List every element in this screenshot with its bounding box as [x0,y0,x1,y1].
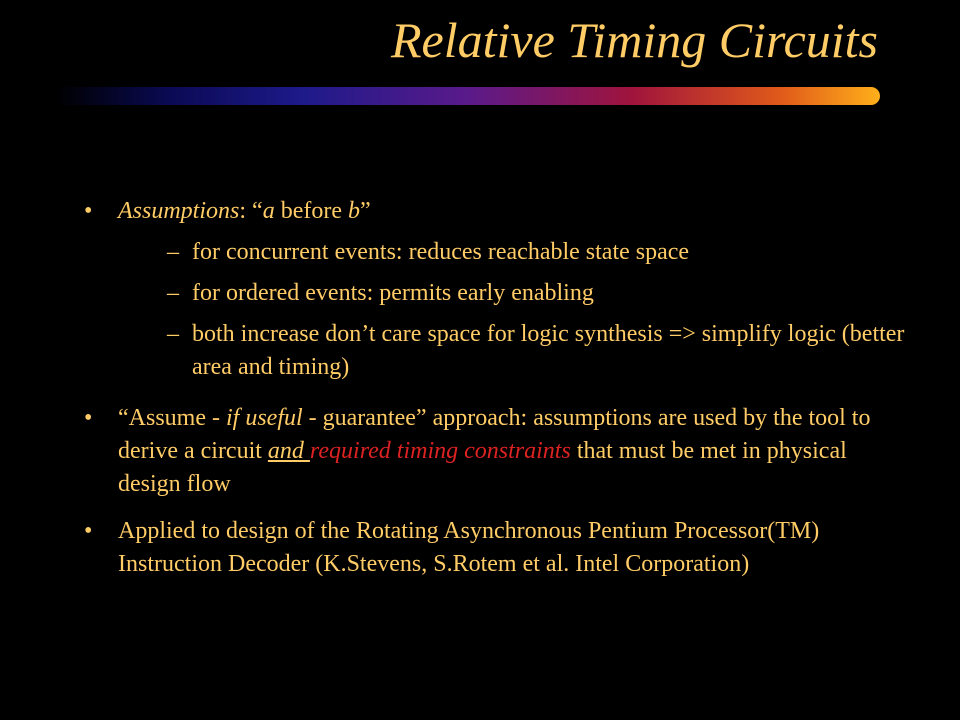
bullet-assumptions [84,195,914,384]
slide-content [84,195,914,595]
bullet-marker: • [84,405,93,431]
var-b: b [347,198,360,224]
bullet-approach [84,402,914,501]
if-useful-text: if useful [225,405,303,431]
text-fragment: ” [359,198,371,224]
text-fragment: before [274,198,348,224]
text-fragment: “Assume - [118,405,226,431]
dash-marker: – [167,239,179,265]
sub-item-text: for ordered events: permits early enabling [192,280,594,306]
text-fragment: - guarantee” approach: assumptions are used by the tool to derive a circuit [118,405,871,464]
assumptions-label: Assumptions [118,198,240,224]
bullet-marker: • [84,518,93,544]
text-fragment: : “ [239,198,263,224]
bullet-marker: • [84,198,93,224]
sub-item-text: for concurrent events: reduces reachable state space [192,239,690,265]
dash-marker: – [167,321,179,347]
bullet-applied [84,515,914,581]
and-underlined-text: and [267,438,310,464]
sub-item-ordered [118,277,914,310]
dash-marker: – [167,280,179,306]
title-underline-bar [56,87,880,105]
bullet-text: Applied to design of the Rotating Asynchronous Pentium Processor(TM) Instruction Decoder (K.Stevens, S.Rotem et al. Intel Corporation) [118,518,820,577]
required-constraints-text: required timing constraints [309,438,571,464]
text-fragment: that must be met in physical design flow [118,438,847,497]
sub-item-text: both increase don’t care space for logic synthesis => simplify logic (better area and timing) [192,321,905,380]
sub-item-concurrent [118,236,914,269]
slide-title: Relative Timing Circuits [390,12,878,68]
var-a: a [262,198,275,224]
sub-item-dont-care [118,318,914,384]
